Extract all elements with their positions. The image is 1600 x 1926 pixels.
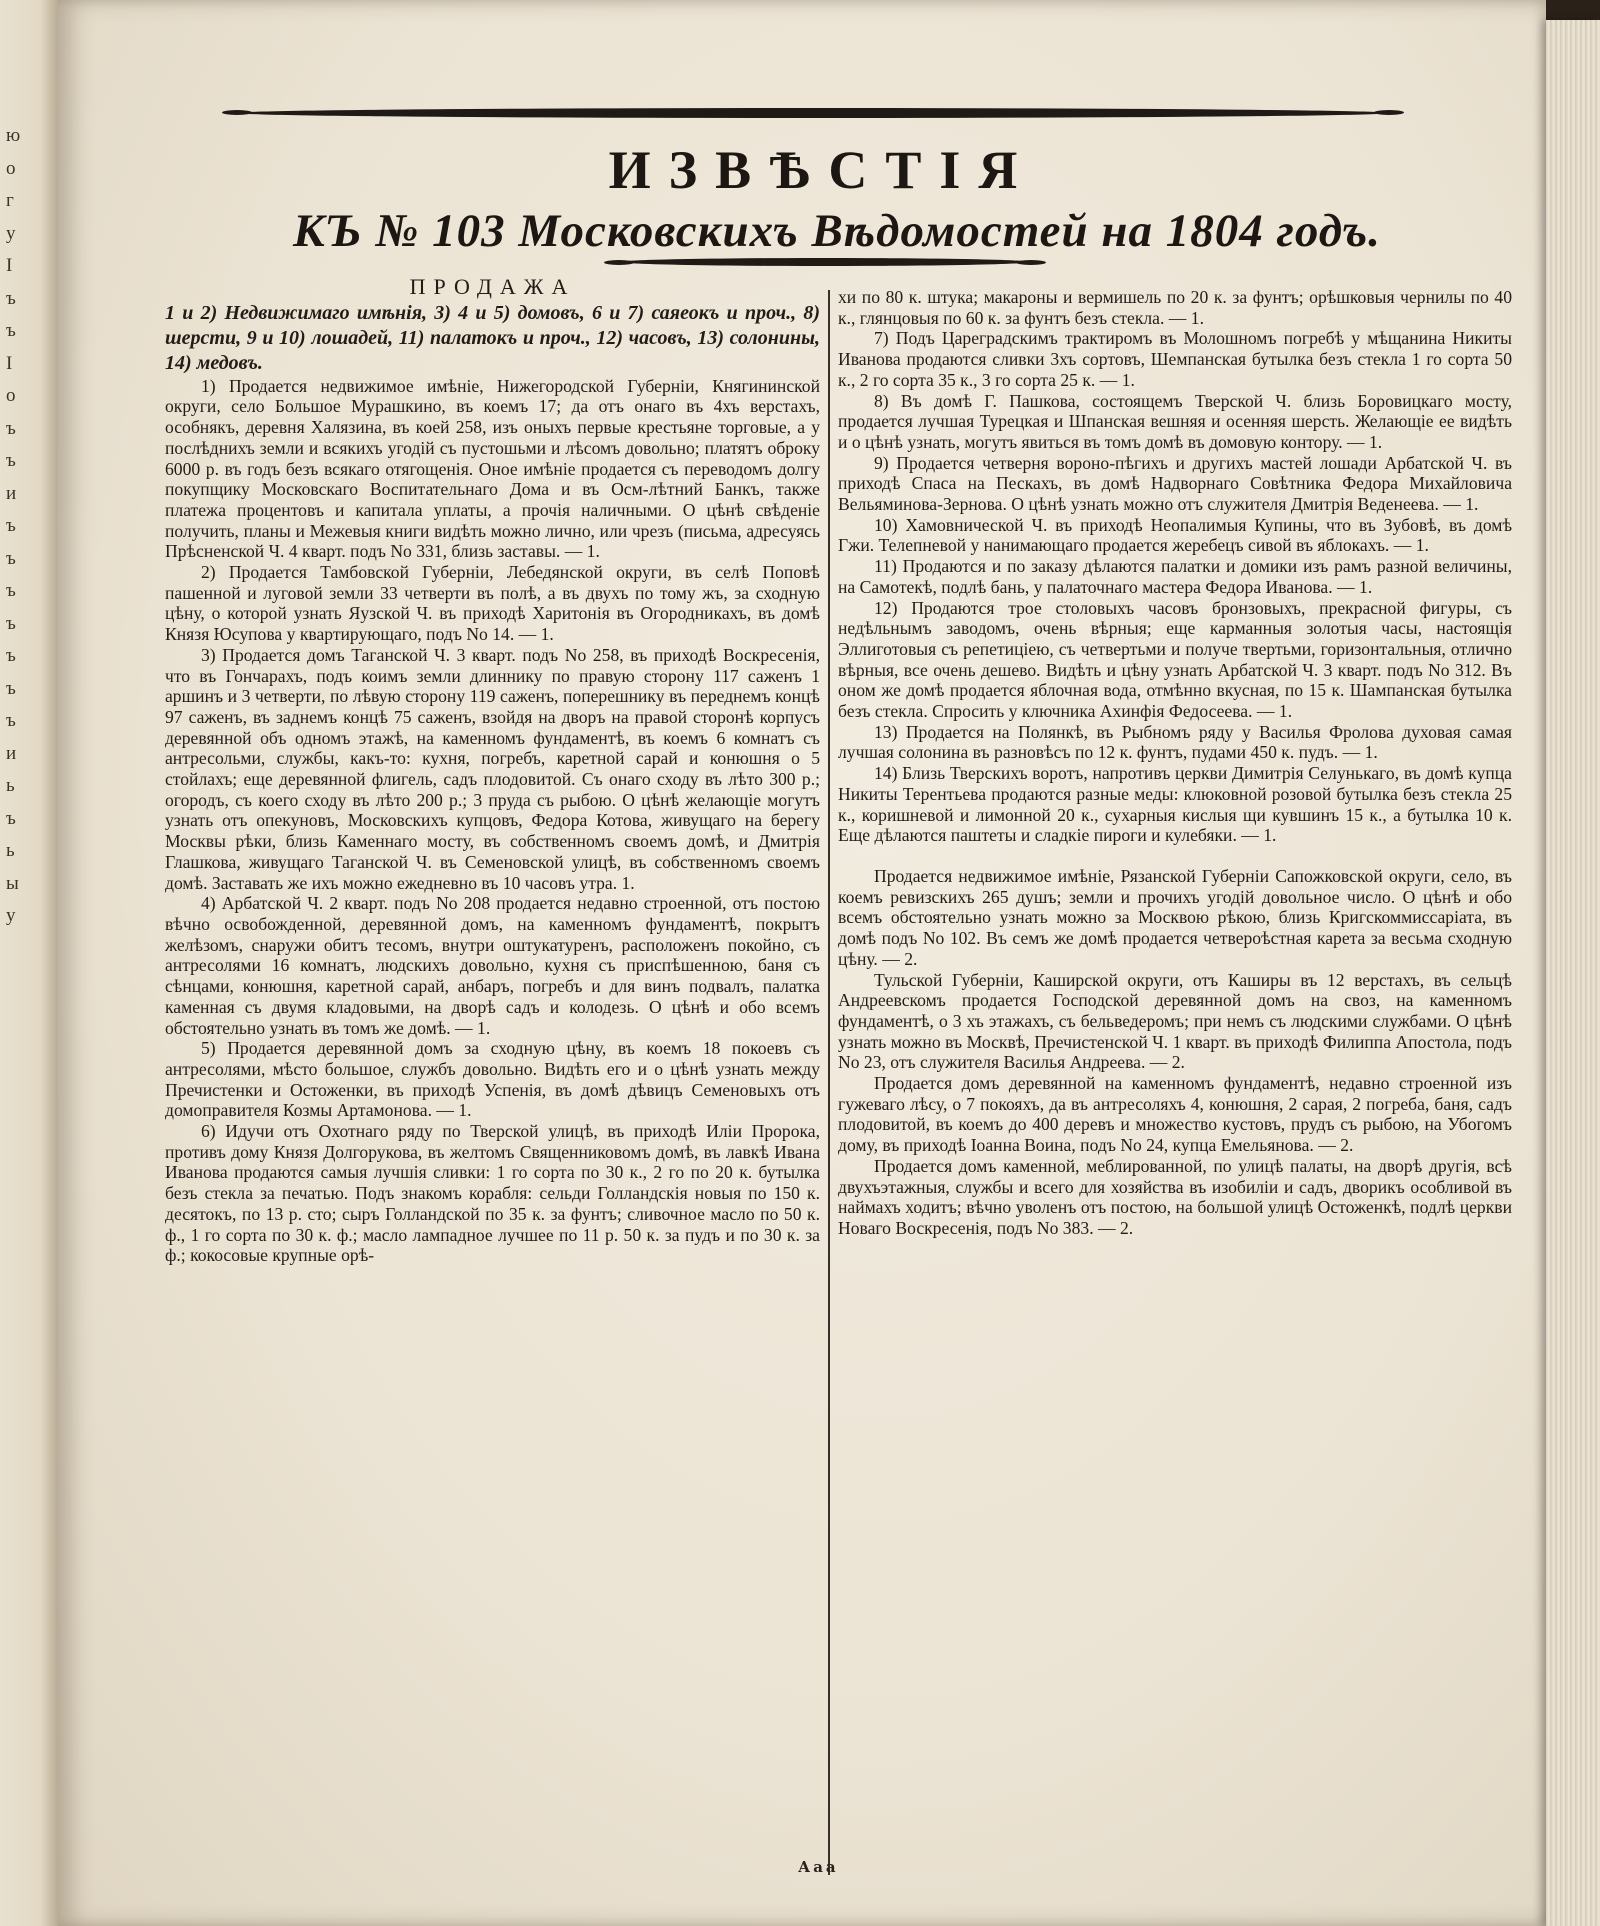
notice-paragraph: 11) Продаются и по заказу дѣлаются палатки и домики изъ рамъ разной величины, на Самотекѣ, подлѣ бань, у палаточнаго мастера Федора Иванова. — 1. xyxy=(838,556,1512,597)
notice-paragraph: 7) Подъ Цареградскимъ трактиромъ въ Молошномъ погребѣ у мѣщанина Никиты Иванова продаются сливки 3хъ сортовъ, Шемпанская бутылка безъ стекла 1 го сорта 50 к., 2 го сорта 35 к., 3 го сорта 25 к. — 1. xyxy=(838,328,1512,390)
notice-paragraph: 4) Арбатской Ч. 2 кварт. подъ No 208 продается недавно строенной, отъ постою вѣчно освобожденной, деревянной домъ, на каменномъ фундаментѣ, покрытъ желѣзомъ, снаружи обитъ тесомъ, внутри оштукатуренъ, расположенъ покойно, съ антресолями 16 комнатъ, людскихъ довольно, кухня съ приспѣшенною, баня съ сѣнцами, конюшня, каретной сарай, анбаръ, погребъ и для винъ подвалъ, палатка каменная съ двумя кладовыми, на дворѣ садъ и колодезь. О цѣнѣ и обо всемъ обстоятельно узнать въ томъ же домѣ. — 1. xyxy=(165,893,820,1038)
notice-paragraph: хи по 80 к. штука; макароны и вермишель по 20 к. за фунтъ; орѣшковыя чернилы по 40 к., глянцовыя по 60 к. за фунтъ безъ стекла. — 1. xyxy=(838,287,1512,328)
notice-paragraph: 5) Продается деревянной домъ за сходную цѣну, въ коемъ 18 покоевъ съ антресолями, мѣсто большое, службъ довольно. Видѣть его и о цѣнѣ узнать между Пречистенки и Остоженки, въ приходѣ Успенія, въ домѣ дѣвицъ Семеновыхъ отъ домоправителя Козмы Артамонова. — 1. xyxy=(165,1038,820,1121)
previous-page-text-fragment xyxy=(0,0,58,933)
notice-paragraph: Продается домъ каменной, меблированной, по улицѣ палаты, на дворѣ другія, всѣ двухъэтажныя, службы и всего для хозяйства въ изобиліи и садъ, дворикъ особливой въ наймахъ ходитъ; вѣчно уволенъ отъ постою, на большой улицѣ Остоженкѣ, подлѣ церкви Новаго Воскресенія, подъ No 383. — 2. xyxy=(838,1155,1512,1238)
previous-page-glyph: и xyxy=(6,742,17,764)
previous-page-glyph: ъ xyxy=(6,677,16,699)
notice-separator xyxy=(838,846,1512,866)
previous-page-glyph: ы xyxy=(6,872,19,894)
previous-page-glyph: г xyxy=(6,190,14,211)
notice-paragraph: Тульской Губерніи, Каширской округи, отъ Каширы въ 12 верстахъ, въ сельцѣ Андреевскомъ продается Господской деревянной домъ на своз, на каменномъ фундаментѣ, о 3 хъ этажахъ, съ бельведеромъ; при немъ съ людскими службами. О цѣнѣ узнать можно въ Москвѣ, Пречистенской Ч. 1 кварт. въ приходѣ Филиппа Апостола, подъ No 23, отъ служителя Василья Андреева. — 2. xyxy=(838,969,1512,1073)
notice-paragraph: 8) Въ домѣ Г. Пашкова, состоящемъ Тверской Ч. близь Боровицкаго мосту, продается лучшая Турецкая и Шпанская вешняя и осенняя шерсть. Желающіе ее видѣть и о цѣнѣ узнать, могутъ явиться въ томъ домѣ въ домовую контору. — 1. xyxy=(838,390,1512,452)
ornamental-rule-top xyxy=(238,108,1388,118)
previous-page-glyph: ъ xyxy=(6,417,16,439)
right-column xyxy=(838,287,1512,1239)
section-index: 1 и 2) Недвижимаго имѣнія, 3) 4 и 5) домовъ, 6 и 7) саяеокъ и проч., 8) шерсти, 9 и 10) лошадей, 11) палатокъ и проч., 12) часовъ, 13) солонины, 14) медовъ. xyxy=(165,301,820,374)
previous-page-glyph: о xyxy=(6,385,16,406)
notice-paragraph: 2) Продается Тамбовской Губерніи, Лебедянской округи, въ селѣ Поповѣ пашенной и луговой земли 33 четверти въ полѣ, а въ двухъ по тому жъ, за сходную цѣну, о которой узнать Яузской Ч. въ приходѣ Харитонія въ Огородникахъ, въ домѣ Князя Юсупова у квартирующаго, подъ No 14. — 1. xyxy=(165,562,820,645)
right-notices xyxy=(838,287,1512,1239)
notice-paragraph: 3) Продается домъ Таганской Ч. 3 кварт. подъ No 258, въ приходѣ Воскресенія, что въ Гончарахъ, подъ коимъ земли длиннику по правую сторону 117 саженъ 1 аршинъ и 3 четверти, по лѣвую сторону 119 саженъ, поперешнику въ переднемъ концѣ 97 саженъ, въ заднемъ концѣ 75 саженъ, взойдя на дворъ на правой сторонѣ корпусъ деревянной объ одномъ этажѣ, на каменномъ фундаментѣ, въ коемъ 6 комнатъ съ антресольми, службы, какъ-то: кухня, погребъ, каретной сарай и конюшня о 5 стойлахъ; еще деревянной флигель, садъ плодовитой. Съ онаго сходу въ лѣто 300 р.; огородъ, съ коего сходу въ лѣто 200 р.; 3 пруда съ рыбою. О цѣнѣ желающіе могутъ узнать отъ опекуновъ, Московскихъ купцовъ, Федора Котова, живущаго на берегу Москвы рѣки, близь Каменнаго мосту, въ собственномъ своемъ домѣ, и Дмитрія Глашкова, живущаго Таганской Ч. въ Семеновской улицѣ, въ собственномъ своемъ домѣ. Заставать же ихъ можно ежедневно въ 10 часовъ утра. 1. xyxy=(165,644,820,893)
previous-page-glyph: I xyxy=(6,352,13,374)
previous-page-glyph: ъ xyxy=(6,547,16,569)
left-column xyxy=(165,274,820,1266)
previous-page-glyph: у xyxy=(6,222,16,244)
previous-page-glyph: у xyxy=(6,905,16,926)
masthead-subtitle: КЪ № 103 Московскихъ Вѣдомостей на 1804 годъ. xyxy=(293,205,1381,257)
notice-paragraph: 13) Продается на Полянкѣ, въ Рыбномъ ряду у Василья Фролова духовая самая лучшая солонина въ разновѣсъ по 12 к. фунтъ, пудами 450 к. пудъ. — 1. xyxy=(838,721,1512,763)
previous-page-glyph: ъ xyxy=(6,515,16,536)
notice-paragraph: 14) Близь Тверскихъ воротъ, напротивъ церкви Димитрія Селунькаго, въ домѣ купца Никиты Терентьева продаются разные меды: клюковной розовой бутылка безъ стекла 25 к., коришневой и лимонной 20 к., сухарныя кислыя щи кувшинъ 15 к., а бутылка 10 к. Еще дѣлаются паштеты и сладкіе пироги и кулебяки. — 1. xyxy=(838,763,1512,846)
previous-page-glyph: ъ xyxy=(6,580,16,601)
previous-page-glyph: о xyxy=(6,157,16,179)
previous-page-glyph: ъ xyxy=(6,287,16,309)
left-notices xyxy=(165,376,820,1266)
notice-paragraph: Продается домъ деревянной на каменномъ фундаментѣ, недавно строенной изъ гужеваго лѣсу, о 7 покояхъ, да въ антресоляхъ 4, конюшня, 2 сарая, 2 погреба, баня, садъ плодовитой, въ коемъ до 400 деревъ и множество кустовъ, прудъ съ рыбою, на Убогомъ дому, въ приходѣ Іоанна Воина, подъ No 24, купца Емельянова. — 2. xyxy=(838,1073,1512,1156)
section-heading: ПРОДАЖА xyxy=(409,274,576,299)
notice-paragraph: 6) Идучи отъ Охотнаго ряду по Тверской улицѣ, въ приходѣ Иліи Пророка, противъ дому Князя Долгорукова, въ желтомъ Священниковомъ домѣ, въ лавкѣ Ивана Иванова продаются самыя лучшія сливки: 1 го сорта по 30 к., 2 го по 20 к. бутылка безъ стекла за печатью. Подъ знакомъ корабля: сельди Голландскія новыя по 150 к. десятокъ, по 13 р. сто; сыръ Голландской по 35 к. за фунтъ; сливочное масло по 50 к. ф., 1 го сорта по 30 к. ф.; масло лампадное лучшее по 11 р. 50 к. за пудъ и по 30 к. за ф.; кокосовые крупные орѣ- xyxy=(165,1121,820,1266)
notice-paragraph: Продается недвижимое имѣніе, Рязанской Губерніи Сапожковской округи, село, въ коемъ ревизскихъ 265 душъ; земли и прочихъ угодій довольное число. О цѣнѣ и обо всемъ обстоятельно узнать можно за Москвою рѣкою, близь Кригскоммиссаріата, въ домѣ подъ No 102. Въ семъ же домѣ продается четвероѣстная карета за весьма сходную цѣну. — 2. xyxy=(838,865,1512,969)
previous-page-edge xyxy=(0,0,58,1926)
masthead xyxy=(58,140,1546,260)
previous-page-glyph: I xyxy=(6,255,13,276)
previous-page-glyph: ю xyxy=(6,125,21,146)
column-divider xyxy=(828,290,830,1875)
previous-page-glyph: ъ xyxy=(6,645,16,666)
notice-paragraph: 12) Продаются трое столовыхъ часовъ бронзовыхъ, прекрасной фигуры, съ недѣльнымъ заводомъ, очень вѣрныя; еще карманныя золотыя часы, настоящія Эллиготовыя съ репетиціею, съ четвертьми и получе твертьми, горизонтальныя, отлично вѣрныя, все очень дешево. Видѣть и цѣну узнать Арбатской Ч. 3 кварт. подъ No 312. Въ оном же домѣ продается яблочная вода, отмѣнно вкусная, по 15 к. Шампанская бутылка безъ стекла. Спросить у ключника Ахинфія Федосеева. — 1. xyxy=(838,597,1512,722)
masthead-title: ИЗВѢСТІЯ xyxy=(608,140,1036,200)
ornamental-rule-bottom xyxy=(620,258,1030,266)
page-stack-edge xyxy=(1546,20,1600,1926)
notice-paragraph: 1) Продается недвижимое имѣніе, Нижегородской Губерніи, Княгининской округи, село Большое Мурашкино, въ коемъ 17; да отъ онаго въ 4хъ верстахъ, особнякъ, деревня Халязина, въ коей 258, изъ оныхъ первые крестьяне торговые, а у послѣднихъ земли и всякихъ угодій съ пустошьми и лѣсомъ довольно; платятъ оброку 6000 р. въ годъ безъ всякаго отягощенія. Оное имѣніе продается съ переводомъ долгу покупщику Московскаго Воспитательнаго Дома и въ Осм-лѣтний Банкъ, также платежа процентовъ и капитала уплаты, а прочія наличными. О цѣнѣ свѣденіе получить, планы и Межевыя книги видѣть можно лично, или чрезъ (письма, адресуясь Прѣсненской Ч. 4 кварт. подъ No 331, близь заставы. — 1. xyxy=(165,375,820,562)
notice-paragraph: 9) Продается четверня вороно-пѣгихъ и другихъ мастей лошади Арбатской Ч. въ приходѣ Спаса на Пескахъ, въ домѣ Надворнаго Совѣтника Федора Михайловича Вельяминова-Зернова. О цѣнѣ узнать можно отъ служителя Дмитрія Веденеева. — 1. xyxy=(838,452,1512,515)
previous-page-glyph: ъ xyxy=(6,807,16,829)
previous-page-glyph: ъ xyxy=(6,450,16,471)
previous-page-glyph: и xyxy=(6,482,17,504)
previous-page-glyph: ъ xyxy=(6,710,16,731)
previous-page-glyph: ь xyxy=(6,840,15,861)
previous-page-glyph: ъ xyxy=(6,320,16,341)
previous-page-glyph: ь xyxy=(6,775,15,796)
previous-page-glyph: ъ xyxy=(6,612,16,634)
notice-paragraph: 10) Хамовнической Ч. въ приходѣ Неопалимыя Купины, что въ Зубовѣ, въ домѣ Гжи. Телепневой у нанимающаго продается жеребецъ сивой въ яблокахъ. — 1. xyxy=(838,514,1512,556)
catchword: Ааа xyxy=(798,1858,839,1876)
newspaper-page xyxy=(58,0,1546,1926)
